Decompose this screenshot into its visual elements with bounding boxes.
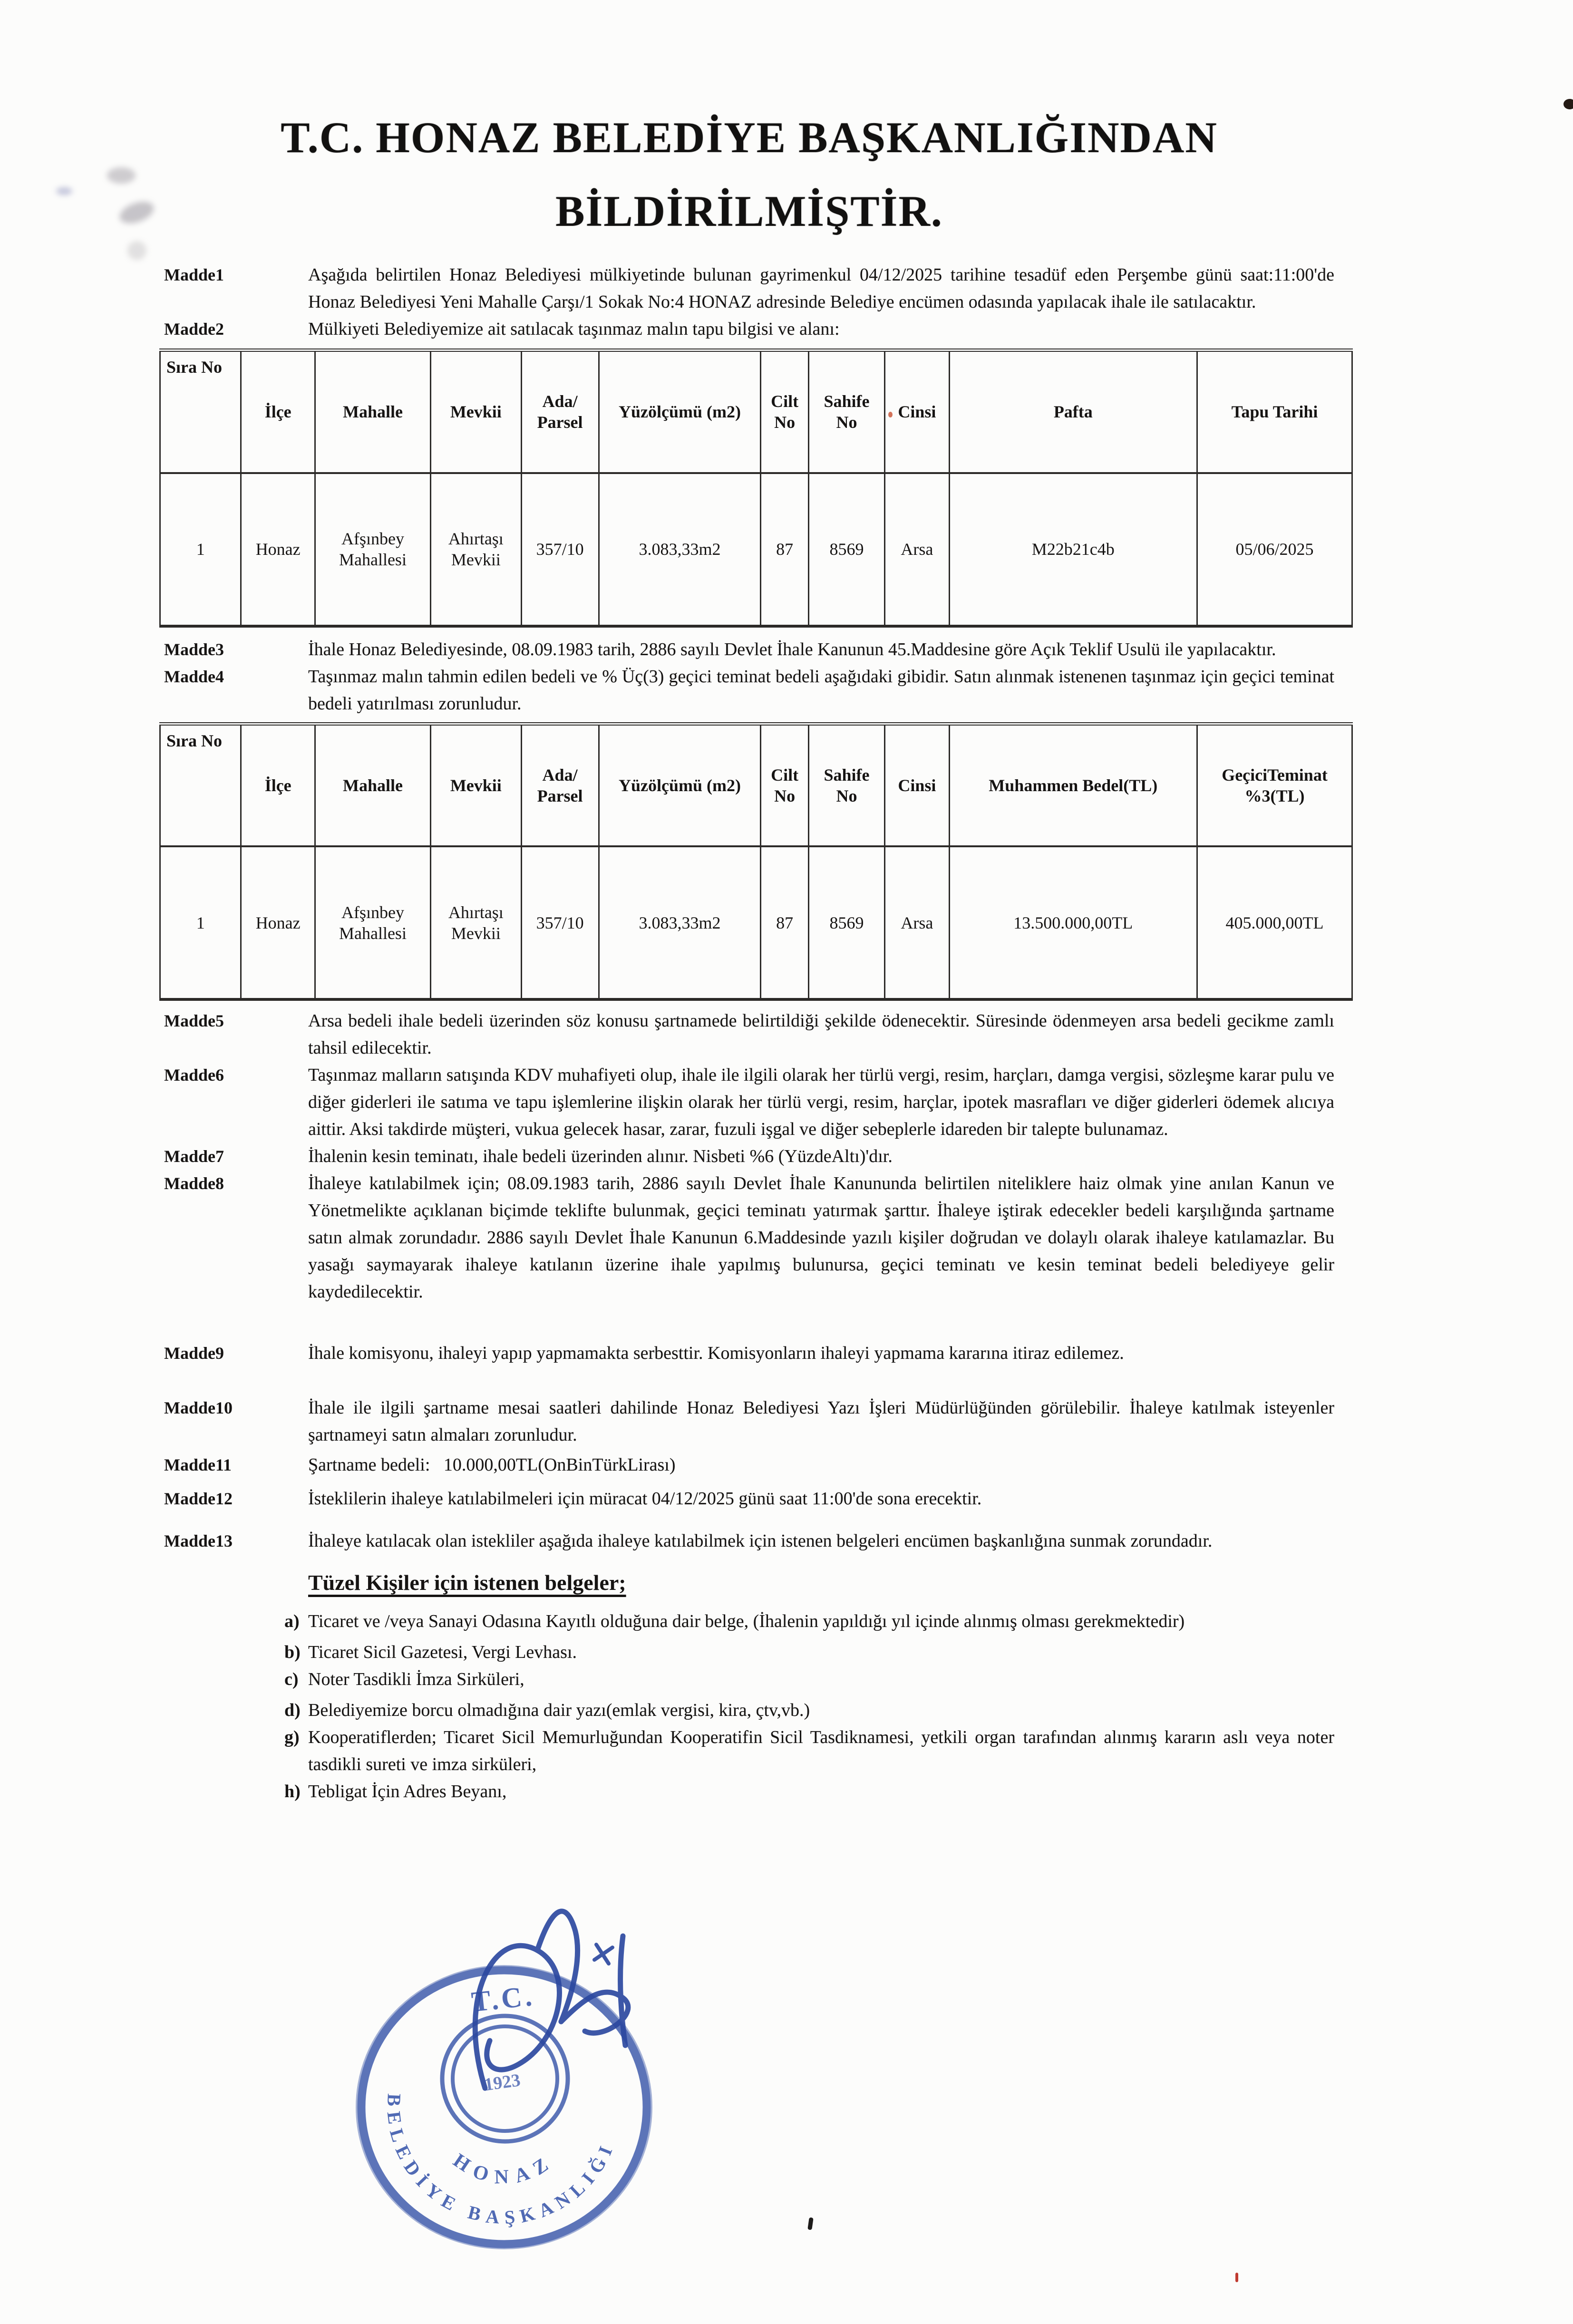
cell-muhammen-bedel: 13.500.000,00TL xyxy=(949,846,1197,999)
table-header-row xyxy=(160,350,1352,473)
list-item-h xyxy=(284,1778,1334,1805)
cell-ilce: Honaz xyxy=(241,846,315,999)
article-row-madde7 xyxy=(164,1143,1334,1170)
cell-sahife-no: 8569 xyxy=(808,473,884,626)
cell-ada-parsel: 357/10 xyxy=(521,473,599,626)
article-label: Madde4 xyxy=(164,667,224,686)
column-header-mahalle: Mahalle xyxy=(315,724,430,846)
cell-mevkii: Ahırtaşı Mevkii xyxy=(431,846,522,999)
table-row xyxy=(160,473,1352,626)
article-label: Madde12 xyxy=(164,1489,233,1508)
article-text: İhale ile ilgili şartname mesai saatleri dahilinde Honaz Belediyesi Yazı İşleri Müdürlüğünden görülebilir. İhaleye katılmak isteyenler şartnameyi satın almaları zorunludur. xyxy=(308,1398,1334,1445)
stamp-rings xyxy=(357,1966,651,2248)
list-item-text: Kooperatiflerden; Ticaret Sicil Memurluğundan Kooperatifin Sicil Tasdiknamesi, yetkili organ tarafından alınmış kararın aslı veya noter tasdikli sureti ve imza sirküleri, xyxy=(308,1727,1334,1774)
list-item-a xyxy=(284,1608,1334,1635)
svg-text:BELEDİYE BAŞKANLIĞI xyxy=(383,2093,619,2228)
article-text: İhalenin kesin teminatı, ihale bedeli üzerinden alınır. Nisbeti %6 (YüzdeAltı)'dır. xyxy=(308,1146,893,1166)
article-text: Şartname bedeli: 10.000,00TL(OnBinTürkLirası) xyxy=(308,1455,676,1475)
article-row-madde10 xyxy=(164,1394,1334,1449)
article-text: İhaleye katılabilmek için; 08.09.1983 tarih, 2886 sayılı Devlet İhale Kanununda belirtilen niteliklere haiz olmak yine anılan Kanun ve Yönetmelikte açıklanan biçimde teklifte bulunmak, geçici teminatı yatırmak şarttır. İhaleye iştirak edecekler bedeli karşılığında şartname satın almak zorundadır. 2886 sayılı Devlet İhale Kanunun 6.Maddesinde yazılı kişiler doğrudan ve dolaylı olarak ihaleye katılamazlar. Bu yasağı saymayarak ihaleye katılanın üzerine ihale yapılmış bulunursa, geçici teminatı ve kesin teminat bedeli belediyeye gelir kaydedilecektir. xyxy=(308,1173,1334,1302)
article-row-madde6 xyxy=(164,1062,1334,1143)
table-row xyxy=(160,846,1352,999)
column-header-mevkii: Mevkii xyxy=(431,724,522,846)
cell-cinsi: Arsa xyxy=(885,473,949,626)
list-item-letter: h) xyxy=(284,1782,301,1801)
column-header-ilce: İlçe xyxy=(241,350,315,473)
article-text: Aşağıda belirtilen Honaz Belediyesi mülkiyetinde bulunan gayrimenkul 04/12/2025 tarihine tesadüf eden Perşembe günü saat:11:00'de Honaz Belediyesi Yeni Mahalle Çarşı/1 Sokak No:4 HONAZ adresinde Belediye encümen odasında yapılacak ihale ile satılacaktır. xyxy=(308,265,1334,312)
article-label: Madde6 xyxy=(164,1065,224,1085)
column-header-cilt-no: Cilt No xyxy=(761,724,808,846)
column-header-mahalle: Mahalle xyxy=(315,350,430,473)
article-row-madde5 xyxy=(164,1007,1334,1062)
cell-ilce: Honaz xyxy=(241,473,315,626)
svg-text:HONAZ xyxy=(449,2150,559,2188)
article-text: İsteklilerin ihaleye katılabilmeleri için müracat 04/12/2025 günü saat 11:00'de sona erecektir. xyxy=(308,1489,982,1509)
cell-yuzolcumu: 3.083,33m2 xyxy=(599,473,761,626)
list-item-letter: d) xyxy=(284,1700,301,1720)
cell-cinsi: Arsa xyxy=(885,846,949,999)
ink-speck xyxy=(888,412,893,417)
stamp-name-text: HONAZ xyxy=(449,2149,559,2188)
bedel-teminat-table xyxy=(159,722,1353,1001)
cell-cilt-no: 87 xyxy=(761,846,808,999)
cell-ada-parsel: 357/10 xyxy=(521,846,599,999)
section-heading: Tüzel Kişiler için istenen belgeler; xyxy=(308,1570,626,1595)
cell-gecici-teminat: 405.000,00TL xyxy=(1197,846,1352,999)
article-row-madde11 xyxy=(164,1452,1334,1479)
article-text: İhale komisyonu, ihaleyi yapıp yapmamakta serbesttir. Komisyonların ihaleyi yapmama kararına itiraz edilemez. xyxy=(308,1343,1124,1363)
column-header-cilt-no: Cilt No xyxy=(761,350,808,473)
article-row-madde8 xyxy=(164,1170,1334,1306)
page-title xyxy=(164,101,1334,248)
cell-sahife-no: 8569 xyxy=(808,846,884,999)
column-header-yuzolcumu: Yüzölçümü (m2) xyxy=(599,350,761,473)
list-item-text: Belediyemize borcu olmadığına dair yazı(emlak vergisi, kira, çtv,vb.) xyxy=(308,1700,810,1720)
column-header-cinsi: Cinsi xyxy=(885,350,949,473)
list-item-g xyxy=(284,1724,1334,1778)
article-row-madde2 xyxy=(164,316,1334,343)
article-label: Madde10 xyxy=(164,1398,233,1417)
page-title-line1: T.C. HONAZ BELEDİYE BAŞKANLIĞINDAN xyxy=(281,113,1218,162)
article-row-madde4 xyxy=(164,663,1334,717)
article-label: Madde3 xyxy=(164,639,224,659)
article-label: Madde7 xyxy=(164,1147,224,1166)
article-text: Arsa bedeli ihale bedeli üzerinden söz konusu şartnamede belirtildiği şekilde ödenecektir. Süresinde ödenmeyen arsa bedeli gecikme zamlı tahsil edilecektir. xyxy=(308,1011,1334,1058)
stamp-tc-text: T.C. xyxy=(470,1980,536,2018)
cell-cilt-no: 87 xyxy=(761,473,808,626)
article-label: Madde9 xyxy=(164,1344,224,1363)
column-header-ada-parsel: Ada/ Parsel xyxy=(521,350,599,473)
column-header-sira-no: Sıra No xyxy=(160,350,241,473)
article-text: İhaleye katılacak olan istekliler aşağıda ihaleye katılabilmek için istenen belgeleri encümen başkanlığına sunmak zorundadır. xyxy=(308,1531,1213,1551)
column-header-ada-parsel: Ada/ Parsel xyxy=(521,724,599,846)
list-item-letter: a) xyxy=(284,1611,300,1631)
column-header-ilce: İlçe xyxy=(241,724,315,846)
column-header-gecici-teminat: GeçiciTeminat %3(TL) xyxy=(1197,724,1352,846)
tapu-info-table xyxy=(159,349,1353,628)
cell-mahalle: Afşınbey Mahallesi xyxy=(315,473,430,626)
list-item-text: Noter Tasdikli İmza Sirküleri, xyxy=(308,1669,524,1689)
list-item-letter: g) xyxy=(284,1727,300,1747)
column-header-yuzolcumu: Yüzölçümü (m2) xyxy=(599,724,761,846)
column-header-mevkii: Mevkii xyxy=(431,350,522,473)
column-header-tapu-tarihi: Tapu Tarihi xyxy=(1197,350,1352,473)
page-title-line2: BİLDİRİLMİŞTİR. xyxy=(555,187,943,235)
article-label: Madde11 xyxy=(164,1455,232,1474)
list-item-text: Tebligat İçin Adres Beyanı, xyxy=(308,1782,507,1801)
column-header-sahife-no: Sahife No xyxy=(808,350,884,473)
municipal-stamp xyxy=(338,1841,670,2259)
cell-sira-no: 1 xyxy=(160,473,241,626)
cell-mahalle: Afşınbey Mahallesi xyxy=(315,846,430,999)
article-text: Taşınmaz malın tahmin edilen bedeli ve % Üç(3) geçici teminat bedeli aşağıdaki gibidir. Satın alınmak istenenen taşınmaz için geçici teminat bedeli yatırılması zorunludur. xyxy=(308,666,1334,714)
article-label: Madde13 xyxy=(164,1531,233,1550)
stamp-year-text: 1923 xyxy=(483,2070,522,2095)
stamp-ring-text: BELEDİYE BAŞKANLIĞI xyxy=(383,2093,619,2228)
required-documents-list xyxy=(164,1608,1334,1805)
article-label: Madde5 xyxy=(164,1011,224,1030)
table-header-row xyxy=(160,724,1352,846)
cell-sira-no: 1 xyxy=(160,846,241,999)
column-header-muhammen-bedel: Muhammen Bedel(TL) xyxy=(949,724,1197,846)
cell-tapu-tarihi: 05/06/2025 xyxy=(1197,473,1352,626)
cell-yuzolcumu: 3.083,33m2 xyxy=(599,846,761,999)
article-label: Madde8 xyxy=(164,1174,224,1193)
list-item-text: Ticaret ve /veya Sanayi Odasına Kayıtlı olduğuna dair belge, (İhalenin yapıldığı yıl içinde alınmış olması gerekmektedir) xyxy=(308,1611,1185,1631)
article-row-madde9 xyxy=(164,1340,1334,1367)
cell-pafta: M22b21c4b xyxy=(949,473,1197,626)
signature xyxy=(475,1911,628,2088)
list-item-d xyxy=(284,1697,1334,1724)
article-row-madde12 xyxy=(164,1485,1334,1512)
ink-speck xyxy=(807,2217,814,2230)
list-item-letter: c) xyxy=(284,1669,299,1689)
document-page xyxy=(0,101,1573,1805)
list-item-c xyxy=(284,1666,1334,1693)
cell-mevkii: Ahırtaşı Mevkii xyxy=(431,473,522,626)
article-text: Mülkiyeti Belediyemize ait satılacak taşınmaz malın tapu bilgisi ve alanı: xyxy=(308,319,840,339)
article-label: Madde2 xyxy=(164,320,224,339)
list-item-letter: b) xyxy=(284,1642,301,1662)
article-text: İhale Honaz Belediyesinde, 08.09.1983 tarih, 2886 sayılı Devlet İhale Kanunun 45.Maddesine göre Açık Teklif Usulü ile yapılacaktır. xyxy=(308,639,1276,659)
article-label: Madde1 xyxy=(164,265,224,284)
article-text: Taşınmaz malların satışında KDV muhafiyeti olup, ihale ile ilgili olarak her türlü vergi, resim, harçları, damga vergisi, sözleşme karar pulu ve diğer giderleri ile satıma ve tapu işlemlerine ilişkin olarak her türlü vergi, resim, harçlar, ipotek masrafları ve diğer giderleri ödemek alıcıya aittir. Aksi takdirde müşteri, vukua gelecek hasar, zarar, fuzuli işgal ve diğer sebeplerle idareden bir talepte bulunamaz. xyxy=(308,1065,1334,1139)
column-header-sira-no: Sıra No xyxy=(160,724,241,846)
column-header-sahife-no: Sahife No xyxy=(808,724,884,846)
list-item-b xyxy=(284,1639,1334,1666)
column-header-pafta: Pafta xyxy=(949,350,1197,473)
corner-ink-speck xyxy=(1563,99,1573,109)
column-header-cinsi: Cinsi xyxy=(885,724,949,846)
list-item-text: Ticaret Sicil Gazetesi, Vergi Levhası. xyxy=(308,1642,577,1662)
article-row-madde1 xyxy=(164,261,1334,316)
article-row-madde3 xyxy=(164,636,1334,663)
ink-speck xyxy=(1235,2273,1238,2282)
article-row-madde13 xyxy=(164,1528,1334,1555)
